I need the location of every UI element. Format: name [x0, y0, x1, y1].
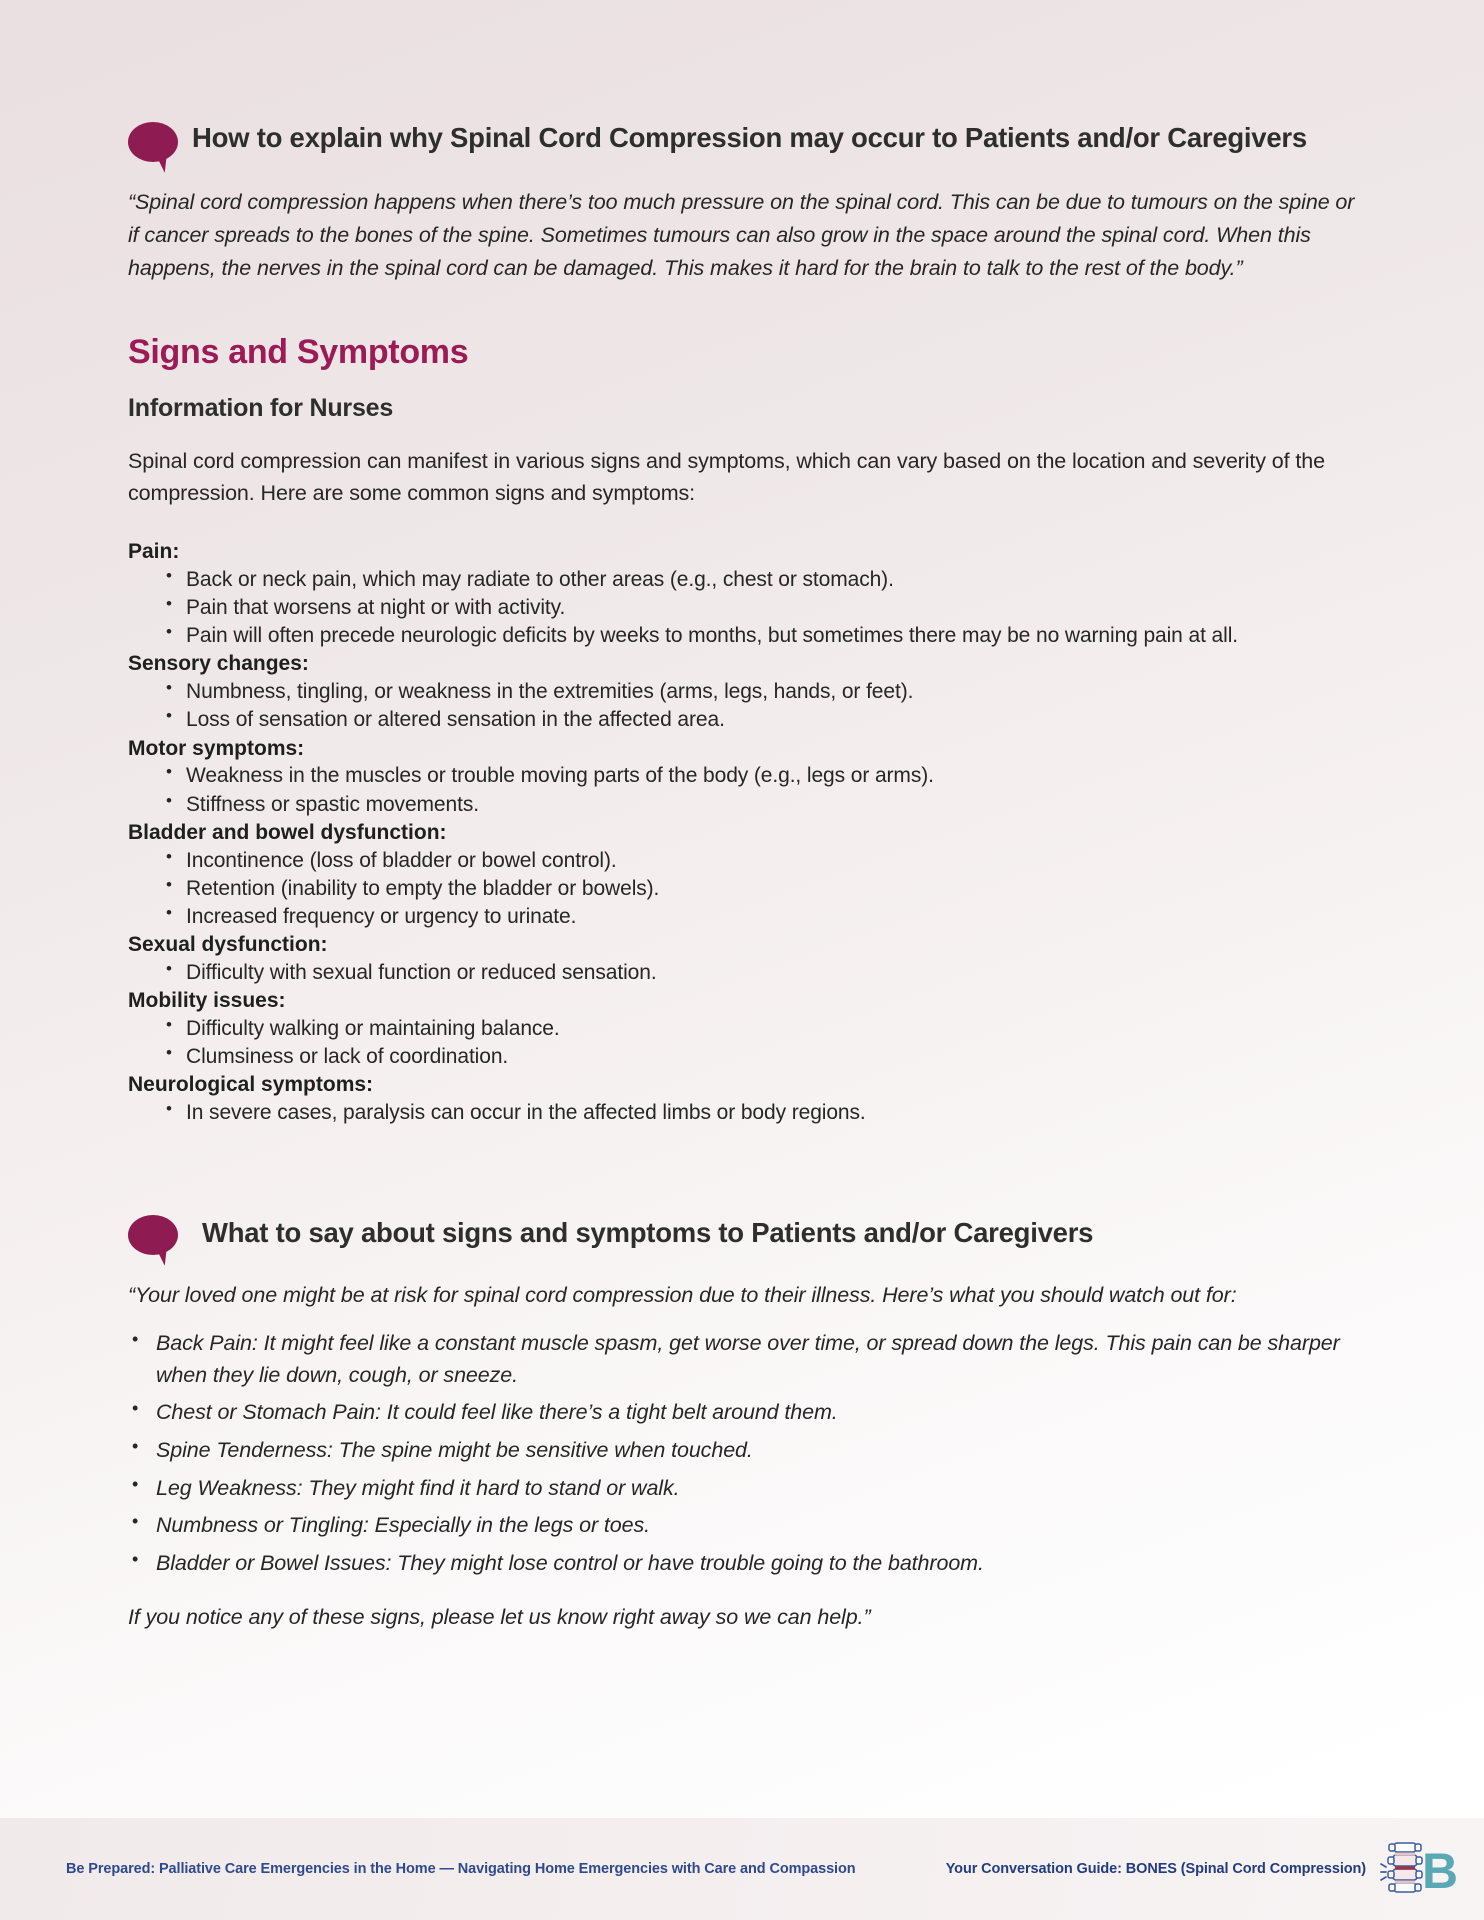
symptom-group-label: Pain:	[128, 540, 180, 564]
symptom-list-item: • Loss of sensation or altered sensation in the affected area.	[128, 706, 1358, 734]
what-to-say-intro-paragraph: “Your loved one might be at risk for spinal cord compression due to their illness. Here’s what you should watch out for:	[128, 1283, 1237, 1308]
symptom-group-label: Bladder and bowel dysfunction:	[128, 820, 447, 844]
symptom-list-item: • Difficulty walking or maintaining balance.	[128, 1015, 1358, 1043]
symptom-group-label: Sexual dysfunction:	[128, 933, 328, 957]
symptom-group-label: Mobility issues:	[128, 989, 286, 1013]
symptom-list	[128, 959, 1358, 987]
symptom-list-item: • Pain that worsens at night or with activity.	[128, 594, 1358, 622]
explain-section-heading	[128, 118, 1358, 168]
caregiver-list-item: • Leg Weakness: They might find it hard to stand or walk.	[128, 1473, 1358, 1505]
symptom-list-item: • In severe cases, paralysis can occur in the affected limbs or body regions.	[128, 1099, 1358, 1127]
page-content	[128, 0, 1358, 1634]
footer-right-text: Your Conversation Guide: BONES (Spinal Cord Compression)	[945, 1861, 1366, 1877]
symptom-list-item: • Stiffness or spastic movements.	[128, 791, 1358, 819]
logo-letter-b: B	[1422, 1843, 1458, 1899]
speech-bubble-icon	[128, 122, 180, 168]
caregiver-list-item: • Numbness or Tingling: Especially in the legs or toes.	[128, 1510, 1358, 1542]
caregiver-list-item: • Chest or Stomach Pain: It could feel like there’s a tight belt around them.	[128, 1397, 1358, 1429]
explain-quote-paragraph: “Spinal cord compression happens when there’s too much pressure on the spinal cord. This can be due to tumours on the spine or if cancer spreads to the bones of the spine. Sometimes tumours can also grow in the space around the spinal cord. When this happens, the nerves in the spinal cord can be damaged. This makes it hard for the brain to talk to the rest of the body.”	[128, 190, 1355, 280]
symptom-list-item: • Difficulty with sexual function or reduced sensation.	[128, 959, 1358, 987]
symptom-group-label: Neurological symptoms:	[128, 1073, 374, 1097]
symptom-list	[128, 678, 1358, 734]
page-footer	[0, 1818, 1484, 1920]
what-to-say-section-heading	[128, 1211, 1358, 1261]
symptom-list	[128, 566, 1358, 651]
symptom-list-item: • Increased frequency or urgency to urinate.	[128, 903, 1358, 931]
nurses-intro-paragraph: Spinal cord compression can manifest in various signs and symptoms, which can vary based on the location and severity of the compression. Here are some common signs and symptoms:	[128, 448, 1325, 506]
symptom-list	[128, 847, 1358, 932]
explain-heading-text: How to explain why Spinal Cord Compression may occur to Patients and/or Caregivers	[192, 122, 1307, 153]
caregiver-list-item: • Back Pain: It might feel like a constant muscle spasm, get worse over time, or spread down the legs. This pain can be sharper when they lie down, cough, or sneeze.	[128, 1328, 1358, 1391]
symptom-group-label: Motor symptoms:	[128, 736, 305, 760]
caregiver-list-item: • Spine Tenderness: The spine might be sensitive when touched.	[128, 1435, 1358, 1467]
caregiver-bullet-list	[128, 1328, 1358, 1579]
caregiver-list-item: • Bladder or Bowel Issues: They might lose control or have trouble going to the bathroom.	[128, 1548, 1358, 1580]
closing-paragraph: If you notice any of these signs, please let us know right away so we can help.”	[128, 1605, 871, 1630]
symptom-list-item: • Numbness, tingling, or weakness in the extremities (arms, legs, hands, or feet).	[128, 678, 1358, 706]
symptom-list	[128, 1015, 1358, 1071]
what-to-say-heading-text: What to say about signs and symptoms to Patients and/or Caregivers	[202, 1217, 1094, 1249]
footer-left-text: Be Prepared: Palliative Care Emergencies in the Home — Navigating Home Emergencies with Care and Compassion	[66, 1861, 856, 1877]
symptom-list-item: • Clumsiness or lack of coordination.	[128, 1043, 1358, 1071]
signs-and-symptoms-title: Signs and Symptoms	[128, 332, 469, 371]
bones-logo	[1380, 1836, 1458, 1902]
symptom-list-item: • Weakness in the muscles or trouble moving parts of the body (e.g., legs or arms).	[128, 762, 1358, 790]
symptom-list-item: • Retention (inability to empty the bladder or bowels).	[128, 875, 1358, 903]
symptom-list-item: • Pain will often precede neurologic deficits by weeks to months, but sometimes there may be no warning pain at all.	[128, 622, 1358, 650]
symptom-groups	[128, 538, 1358, 1127]
information-for-nurses-subtitle: Information for Nurses	[128, 393, 394, 422]
symptom-group-label: Sensory changes:	[128, 652, 309, 676]
symptom-list-item: • Back or neck pain, which may radiate to other areas (e.g., chest or stomach).	[128, 566, 1358, 594]
speech-bubble-icon-2	[128, 1215, 180, 1261]
symptom-list	[128, 762, 1358, 818]
symptom-list	[128, 1099, 1358, 1127]
symptom-list-item: • Incontinence (loss of bladder or bowel control).	[128, 847, 1358, 875]
